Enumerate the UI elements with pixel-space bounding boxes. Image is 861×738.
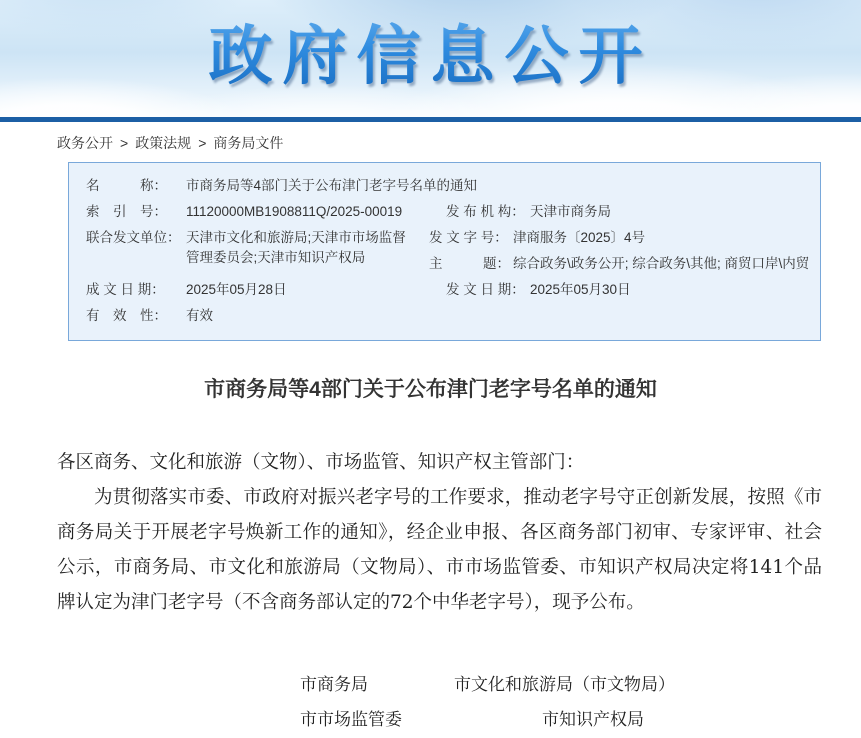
signatures <box>57 668 822 738</box>
meta-row-joint <box>69 228 820 274</box>
meta-pair-doc-number <box>429 228 820 248</box>
signature-market-regulation-commission: 市市场监管委 <box>300 710 402 730</box>
meta-cell-right-stack <box>429 228 820 274</box>
joint-issuers-value: 天津市文化和旅游局;天津市市场监督管理委员会;天津市知识产权局 <box>186 230 406 265</box>
breadcrumb-item-open-government[interactable]: 政务公开 <box>57 135 113 151</box>
validity-label: 有 效 性： <box>86 308 167 323</box>
meta-cell-issue-date <box>429 280 820 300</box>
banner <box>0 0 861 117</box>
topic-value: 综合政务\政务公开; 综合政务\其他; 商贸口岸\内贸 <box>513 256 810 271</box>
meta-row-dates <box>69 280 820 300</box>
meta-cell-name <box>69 176 491 196</box>
joint-issuers-label: 联合发文单位： <box>86 230 181 245</box>
signature-row-2 <box>57 703 822 738</box>
breadcrumb <box>57 134 861 152</box>
breadcrumb-separator: > <box>120 135 129 151</box>
meta-cell-written-date <box>69 280 429 300</box>
meta-cell-issuing-agency <box>429 202 820 222</box>
meta-row-index <box>69 202 820 222</box>
breadcrumb-item-policies-regulations[interactable]: 政策法规 <box>135 135 192 151</box>
name-value: 市商务局等4部门关于公布津门老字号名单的通知 <box>186 178 478 193</box>
signature-ip-bureau: 市知识产权局 <box>542 710 644 730</box>
document-body <box>57 445 822 738</box>
document-salutation: 各区商务、文化和旅游（文物）、市场监管、知识产权主管部门： <box>57 452 585 473</box>
breadcrumb-separator: > <box>198 135 207 151</box>
document-paragraph: 为贯彻落实市委、市政府对振兴老字号的工作要求，推动老字号守正创新发展，按照《市商务局关于开展老字号焕新工作的通知》，经企业申报、各区商务部门初审、专家评审、社会公示，市商务局、市文化和旅游局（文物局）、市市场监管委、市知识产权局决定将141个品牌认定为津门老字号（不含商务部认定的72个中华老字号），现予公布。 <box>57 487 822 613</box>
doc-number-label: 发 文 字 号： <box>429 230 508 245</box>
index-no-label: 索 引 号： <box>86 204 167 219</box>
signature-row-1 <box>57 668 822 703</box>
document <box>0 375 861 738</box>
doc-number-value: 津商服务〔2025〕4号 <box>513 230 646 245</box>
signature-commerce-bureau: 市商务局 <box>300 675 368 695</box>
issue-date-value: 2025年05月30日 <box>530 282 631 297</box>
issue-date-label: 发 文 日 期： <box>446 282 525 297</box>
written-date-label: 成 文 日 期： <box>86 282 165 297</box>
meta-cell-joint-issuers <box>69 228 429 274</box>
issuing-agency-label: 发 布 机 构： <box>446 204 525 219</box>
name-label: 名 称： <box>86 178 167 193</box>
meta-cell-index-no <box>69 202 429 222</box>
written-date-value: 2025年05月28日 <box>186 282 287 297</box>
meta-row-name <box>69 176 820 196</box>
index-no-value: 11120000MB1908811Q/2025-00019 <box>186 204 403 219</box>
signature-culture-tourism-bureau: 市文化和旅游局（市文物局） <box>454 675 675 695</box>
meta-row-validity <box>69 306 820 326</box>
breadcrumb-item-commerce-bureau-documents[interactable]: 商务局文件 <box>213 135 284 151</box>
issuing-agency-value: 天津市商务局 <box>530 204 611 219</box>
topic-label: 主 题： <box>429 256 510 271</box>
validity-value: 有效 <box>186 308 213 323</box>
meta-cell-validity <box>69 306 429 326</box>
banner-divider <box>0 117 861 122</box>
page-title: 政府信息公开 <box>0 0 861 106</box>
meta-table <box>68 162 821 341</box>
document-title: 市商务局等4部门关于公布津门老字号名单的通知 <box>204 378 657 401</box>
meta-pair-topic <box>429 254 820 274</box>
